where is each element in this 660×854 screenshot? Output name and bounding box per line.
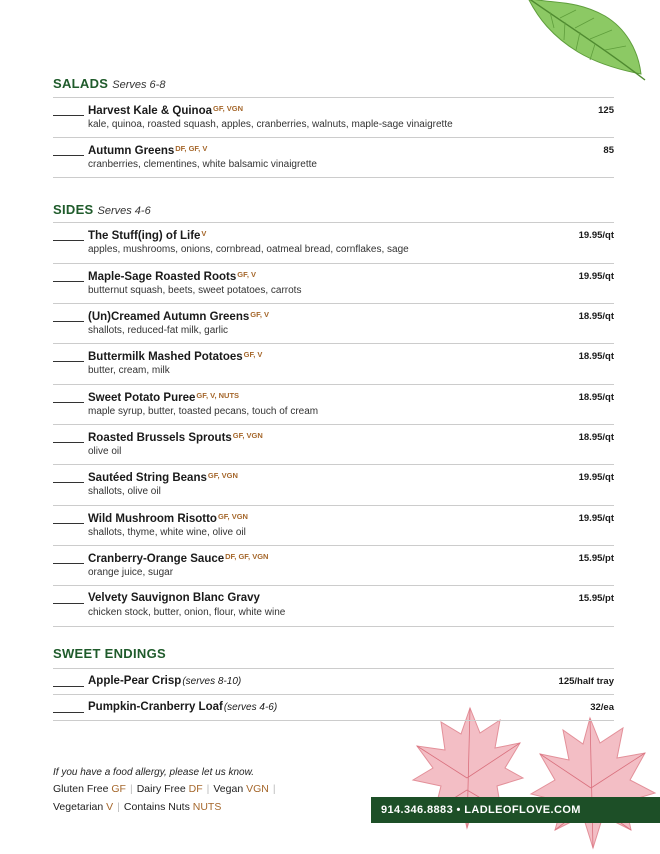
- item-price: 85: [603, 145, 614, 156]
- item-serves: (serves 4-6): [223, 702, 278, 713]
- section-title: SWEET ENDINGS: [53, 646, 166, 661]
- quantity-blank[interactable]: [53, 402, 84, 403]
- quantity-blank[interactable]: [53, 686, 84, 687]
- item-price: 19.95/qt: [578, 230, 614, 241]
- divider: [53, 303, 614, 304]
- divider: [53, 263, 614, 264]
- menu-item: [53, 510, 614, 550]
- item-tags: GF, V: [250, 310, 270, 319]
- menu-item: [53, 268, 614, 308]
- item-tags: DF, GF, VGN: [225, 552, 269, 561]
- item-tags: GF, VGN: [212, 104, 243, 113]
- item-tags: GF, V, NUTS: [196, 391, 240, 400]
- item-name: Sautéed String Beans: [88, 472, 207, 484]
- item-name: Velvety Sauvignon Blanc Gravy: [88, 592, 260, 604]
- item-tags: GF, VGN: [217, 512, 248, 521]
- item-name: Pumpkin-Cranberry Loaf: [88, 701, 223, 713]
- item-price: 18.95/qt: [578, 392, 614, 403]
- menu-item: [53, 348, 614, 388]
- quantity-blank[interactable]: [53, 281, 84, 282]
- item-description: orange juice, sugar: [88, 567, 174, 578]
- allergy-note: If you have a food allergy, please let us know.: [53, 767, 255, 778]
- menu-item: [53, 308, 614, 348]
- maple-leaf-icon: [405, 698, 660, 854]
- legend-code: VGN: [246, 783, 269, 795]
- item-description: shallots, thyme, white wine, olive oil: [88, 527, 246, 538]
- item-description: olive oil: [88, 446, 122, 457]
- item-name: (Un)Creamed Autumn Greens: [88, 311, 250, 323]
- menu-item: [53, 699, 614, 721]
- quantity-blank[interactable]: [53, 155, 84, 156]
- legend-code: DF: [188, 783, 203, 795]
- divider: [53, 694, 614, 695]
- item-name: Autumn Greens: [88, 145, 175, 157]
- legend-code: V: [106, 801, 114, 813]
- legend-code: GF: [111, 783, 126, 795]
- quantity-blank[interactable]: [53, 603, 84, 604]
- item-name: Roasted Brussels Sprouts: [88, 432, 232, 444]
- item-description: butter, cream, milk: [88, 365, 170, 376]
- item-description: apples, mushrooms, onions, cornbread, oatmeal bread, cornflakes, sage: [88, 244, 409, 255]
- menu-item: [53, 142, 614, 182]
- item-tags: V: [201, 229, 207, 238]
- menu-item: [53, 590, 614, 630]
- quantity-blank[interactable]: [53, 712, 84, 713]
- item-description: kale, quinoa, roasted squash, apples, cranberries, walnuts, maple-sage vinaigrette: [88, 119, 453, 130]
- quantity-blank[interactable]: [53, 321, 84, 322]
- item-tags: GF, V: [243, 350, 263, 359]
- menu-item: [53, 429, 614, 469]
- legend-label: Gluten Free: [53, 783, 109, 795]
- quantity-blank[interactable]: [53, 563, 84, 564]
- item-price: 18.95/qt: [578, 351, 614, 362]
- section-title: SALADS: [53, 76, 109, 91]
- quantity-blank[interactable]: [53, 115, 84, 116]
- item-price: 15.95/pt: [578, 593, 614, 604]
- item-price: 18.95/qt: [578, 432, 614, 443]
- quantity-blank[interactable]: [53, 240, 84, 241]
- item-description: shallots, reduced-fat milk, garlic: [88, 325, 229, 336]
- item-name: The Stuff(ing) of Life: [88, 230, 201, 242]
- legend-label: Contains Nuts: [123, 801, 190, 813]
- menu-item: [53, 389, 614, 429]
- divider: [53, 545, 614, 546]
- item-name: Buttermilk Mashed Potatoes: [88, 351, 243, 363]
- divider: [53, 424, 614, 425]
- item-name: Harvest Kale & Quinoa: [88, 105, 212, 117]
- divider: [53, 668, 614, 669]
- legend-code: NUTS: [192, 801, 222, 813]
- item-price: 15.95/pt: [578, 553, 614, 564]
- item-name: Sweet Potato Puree: [88, 392, 196, 404]
- section-serves: Serves 6-8: [112, 79, 166, 91]
- item-price: 19.95/qt: [578, 472, 614, 483]
- legend-label: Vegan: [213, 783, 244, 795]
- menu-item: [53, 102, 614, 142]
- menu-item: [53, 227, 614, 267]
- quantity-blank[interactable]: [53, 442, 84, 443]
- item-description: maple syrup, butter, toasted pecans, touch of cream: [88, 406, 319, 417]
- item-description: butternut squash, beets, sweet potatoes, carrots: [88, 285, 302, 296]
- item-name: Maple-Sage Roasted Roots: [88, 271, 237, 283]
- item-tags: DF, GF, V: [175, 144, 208, 153]
- divider: [53, 97, 614, 98]
- divider: [53, 222, 614, 223]
- section-heading-sweet-endings: [53, 646, 166, 661]
- menu-item: [53, 469, 614, 509]
- green-leaf-icon: [520, 0, 650, 86]
- section-serves: Serves 4-6: [97, 205, 151, 217]
- quantity-blank[interactable]: [53, 523, 84, 524]
- item-name: Wild Mushroom Risotto: [88, 513, 217, 525]
- item-tags: GF, VGN: [207, 471, 238, 480]
- dietary-legend-line-1: Gluten Free GF | Dairy Free DF | Vegan VGN |: [53, 783, 276, 795]
- divider: [53, 585, 614, 586]
- item-description: shallots, olive oil: [88, 486, 161, 497]
- section-heading-sides: [53, 202, 151, 217]
- divider: [53, 384, 614, 385]
- item-description: chicken stock, butter, onion, flour, white wine: [88, 607, 286, 618]
- item-price: 125/half tray: [558, 676, 614, 687]
- section-title: SIDES: [53, 202, 94, 217]
- divider: [53, 464, 614, 465]
- quantity-blank[interactable]: [53, 482, 84, 483]
- item-price: 19.95/qt: [578, 271, 614, 282]
- item-tags: GF, VGN: [232, 431, 263, 440]
- item-serves: (serves 8-10): [182, 676, 242, 687]
- menu-item: [53, 550, 614, 590]
- menu-item: [53, 673, 614, 695]
- section-heading-salads: [53, 76, 165, 91]
- legend-label: Dairy Free: [136, 783, 186, 795]
- item-name: Apple-Pear Crisp: [88, 675, 182, 687]
- dietary-legend-line-2: Vegetarian V | Contains Nuts NUTS: [53, 801, 222, 813]
- divider: [53, 137, 614, 138]
- item-tags: GF, V: [237, 270, 257, 279]
- divider: [53, 505, 614, 506]
- legend-label: Vegetarian: [53, 801, 104, 813]
- item-price: 18.95/qt: [578, 311, 614, 322]
- item-price: 125: [598, 105, 614, 116]
- item-description: cranberries, clementines, white balsamic vinaigrette: [88, 159, 317, 170]
- divider: [53, 177, 614, 178]
- divider: [53, 720, 614, 721]
- divider: [53, 343, 614, 344]
- item-price: 32/ea: [590, 702, 614, 713]
- contact-bar: 914.346.8883 • LADLEOFLOVE.COM: [371, 797, 660, 823]
- divider: [53, 626, 614, 627]
- item-price: 19.95/qt: [578, 513, 614, 524]
- quantity-blank[interactable]: [53, 361, 84, 362]
- item-name: Cranberry-Orange Sauce: [88, 553, 225, 565]
